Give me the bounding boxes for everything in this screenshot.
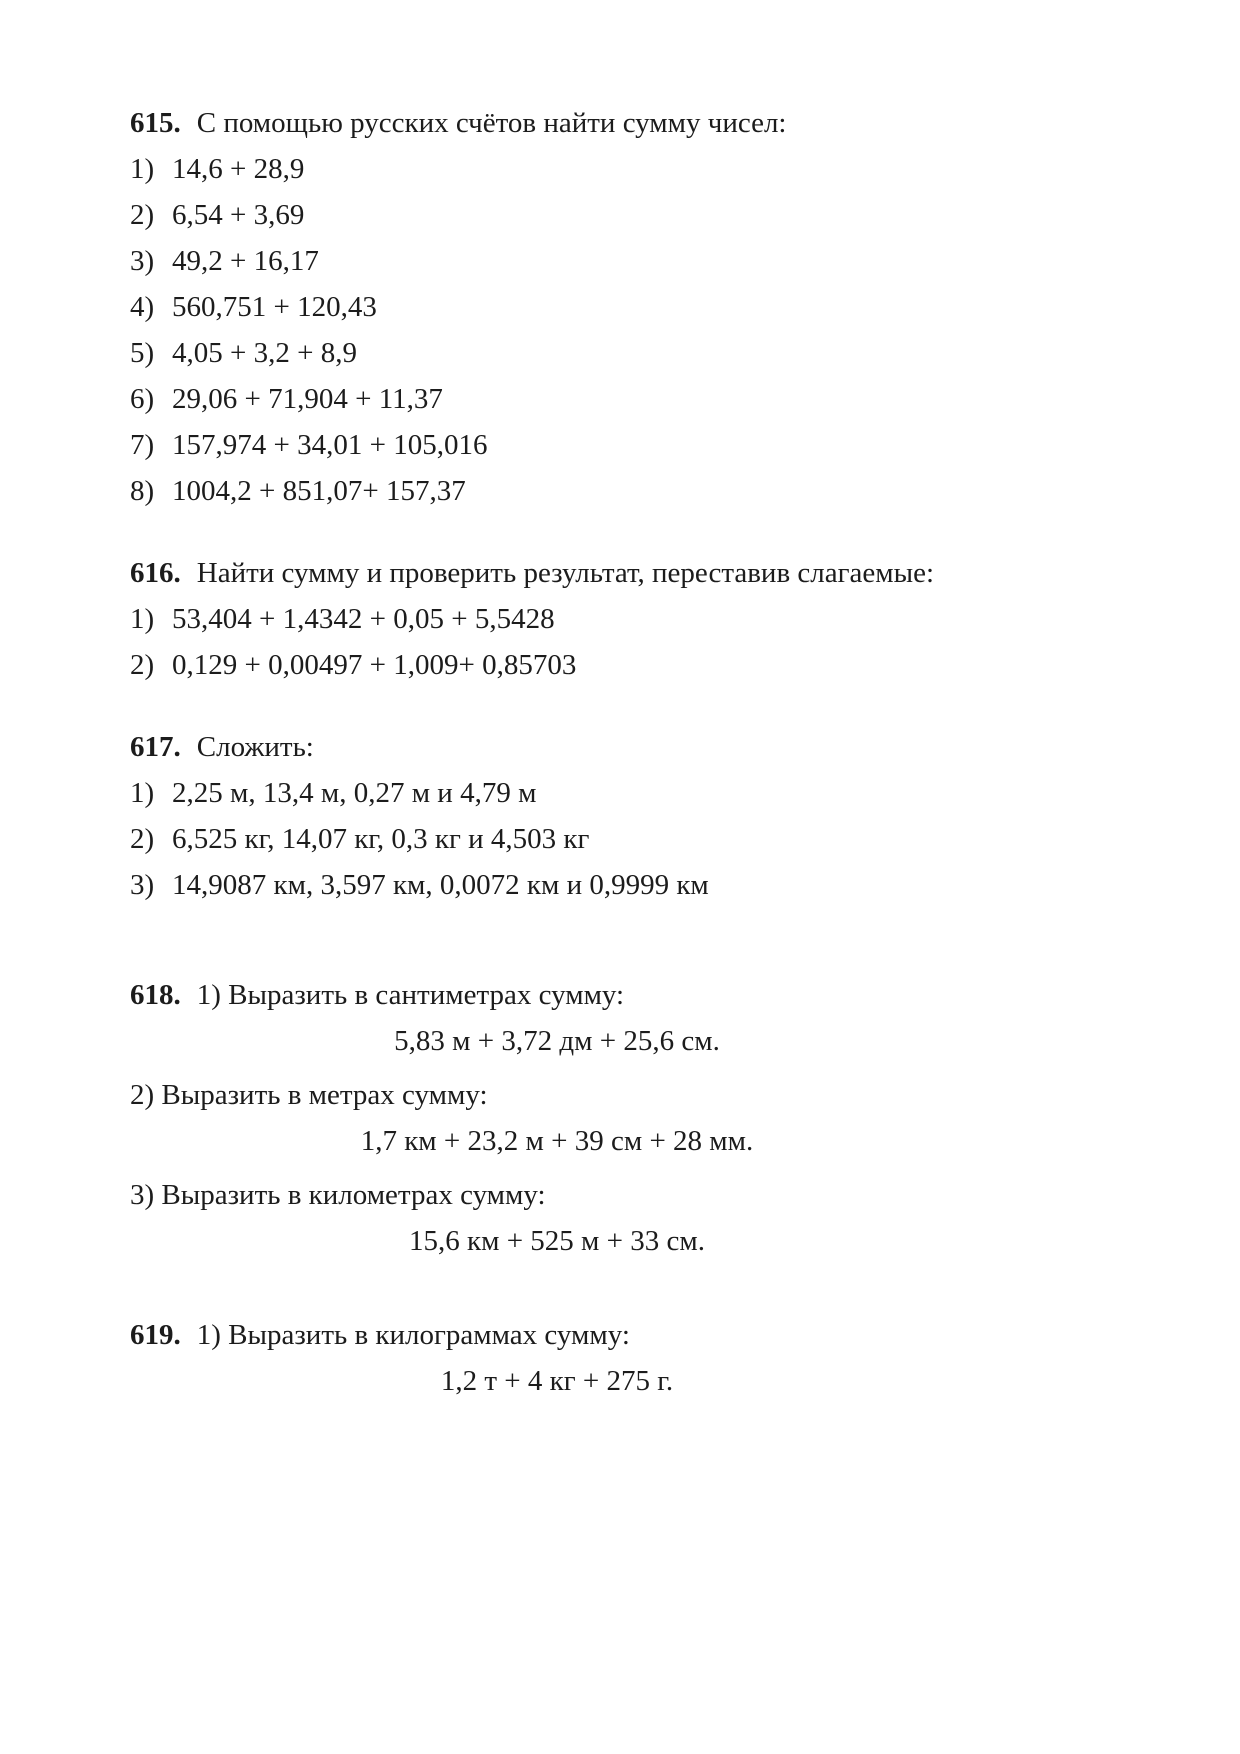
problem-619 <box>130 1312 1140 1404</box>
item-text: 0,129 + 0,00497 + 1,009+ 0,85703 <box>172 649 577 681</box>
item-label: 3) <box>130 869 155 901</box>
problem-number: 619. <box>130 1319 181 1351</box>
problem-item <box>130 596 1140 642</box>
item-text: 157,974 + 34,01 + 105,016 <box>172 429 488 461</box>
item-label: 1) <box>130 153 155 185</box>
formula: 15,6 км + 525 м + 33 см. <box>409 1225 705 1257</box>
problem-item <box>130 376 1140 422</box>
item-text: 49,2 + 16,17 <box>172 245 319 277</box>
item-text: 1004,2 + 851,07+ 157,37 <box>172 475 466 507</box>
problem-item <box>130 192 1140 238</box>
item-text: 53,404 + 1,4342 + 0,05 + 5,5428 <box>172 603 555 635</box>
formula: 1,2 т + 4 кг + 275 г. <box>440 1365 674 1397</box>
formula: 5,83 м + 3,72 дм + 25,6 см. <box>394 1025 720 1057</box>
item-label: 5) <box>130 337 155 369</box>
item-text: 6,525 кг, 14,07 кг, 0,3 кг и 4,503 кг <box>172 823 590 855</box>
item-text: 560,751 + 120,43 <box>172 291 377 323</box>
problem-618-header <box>130 972 1140 1018</box>
part-intro: 2) Выразить в метрах сумму: <box>130 1079 488 1111</box>
item-label: 7) <box>130 429 155 461</box>
problem-616 <box>130 550 1140 688</box>
item-label: 2) <box>130 649 155 681</box>
problem-618 <box>130 972 1140 1264</box>
item-text: 2,25 м, 13,4 м, 0,27 м и 4,79 м <box>172 777 537 809</box>
formula: 1,7 км + 23,2 м + 39 см + 28 мм. <box>360 1125 754 1157</box>
part-intro: 1) Выразить в сантиметрах сумму: <box>196 979 625 1011</box>
part-intro: 3) Выразить в километрах сумму: <box>130 1179 546 1211</box>
item-label: 4) <box>130 291 155 323</box>
problem-615 <box>130 100 1140 514</box>
problem-item <box>130 468 1140 514</box>
problem-title: С помощью русских счётов найти сумму чисел: <box>196 107 787 139</box>
item-label: 1) <box>130 603 155 635</box>
problem-item <box>130 422 1140 468</box>
item-label: 2) <box>130 823 155 855</box>
problem-title: Сложить: <box>196 731 314 763</box>
problem-616-header <box>130 550 1140 596</box>
problem-615-header <box>130 100 1140 146</box>
item-label: 2) <box>130 199 155 231</box>
item-text: 14,9087 км, 3,597 км, 0,0072 км и 0,9999 км <box>172 869 709 901</box>
problem-number: 618. <box>130 979 181 1011</box>
item-text: 14,6 + 28,9 <box>172 153 305 185</box>
problem-title: Найти сумму и проверить результат, переставив слагаемые: <box>196 557 934 589</box>
problem-item <box>130 770 1140 816</box>
problem-item <box>130 816 1140 862</box>
item-label: 8) <box>130 475 155 507</box>
part-intro: 1) Выразить в килограммах сумму: <box>196 1319 630 1351</box>
problem-number: 617. <box>130 731 181 763</box>
item-label: 3) <box>130 245 155 277</box>
item-text: 6,54 + 3,69 <box>172 199 305 231</box>
problem-item <box>130 284 1140 330</box>
problem-617 <box>130 724 1140 908</box>
problem-617-header <box>130 724 1140 770</box>
item-text: 4,05 + 3,2 + 8,9 <box>172 337 357 369</box>
problem-item <box>130 862 1140 908</box>
problem-item <box>130 330 1140 376</box>
problem-number: 615. <box>130 107 181 139</box>
problem-item <box>130 238 1140 284</box>
item-label: 1) <box>130 777 155 809</box>
problem-619-header <box>130 1312 1140 1358</box>
item-label: 6) <box>130 383 155 415</box>
problem-item <box>130 642 1140 688</box>
item-text: 29,06 + 71,904 + 11,37 <box>172 383 443 415</box>
problem-item <box>130 146 1140 192</box>
problem-number: 616. <box>130 557 181 589</box>
